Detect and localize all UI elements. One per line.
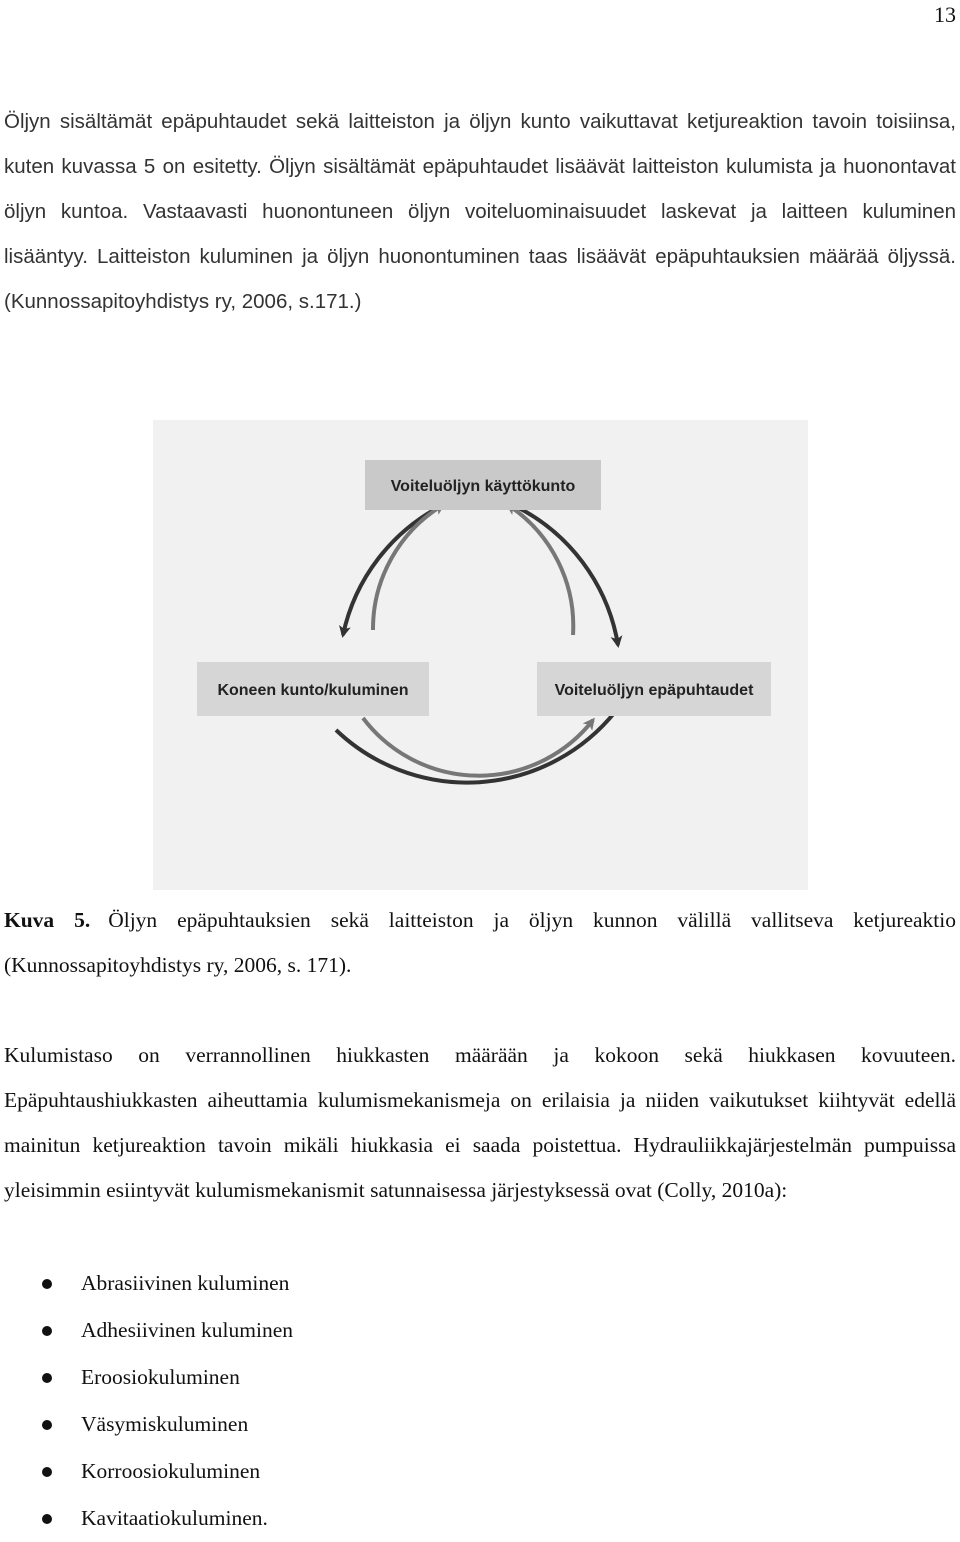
list-item: Eroosiokuluminen: [0, 1354, 293, 1401]
intro-paragraph: Öljyn sisältämät epäpuhtaudet sekä laitteiston ja öljyn kunto vaikuttavat ketjureaktion tavoin toisiinsa, kuten kuvassa 5 on esitetty. Öljyn sisältämät epäpuhtaudet lisäävät laitteiston kulumista ja huonontavat öljyn kuntoa. Vastaavasti huonontuneen öljyn voiteluominaisuudet laskevat ja laitteen kuluminen lisääntyy. Laitteiston kuluminen ja öljyn huonontuminen taas lisäävät epäpuhtauksien määrää öljyssä. (Kunnossapitoyhdistys ry, 2006, s.171.): [4, 110, 956, 313]
list-item: Väsymiskuluminen: [0, 1401, 293, 1448]
box-machine-condition-label: Koneen kunto/kuluminen: [217, 682, 409, 699]
bullet-icon: [42, 1514, 52, 1524]
list-item: Korroosiokuluminen: [0, 1448, 293, 1495]
wear-paragraph: Kulumistaso on verrannollinen hiukkasten määrään ja kokoon sekä hiukkasen kovuuteen. Epäpuhtaushiukkasten aiheuttamia kulumismekanismeja on erilaisia ja niiden vaikutukset kiihtyvät edellä mainitun ketjureaktion tavoin mikäli hiukkasia ei saada poistettua. Hydrauliikkajärjestelmän pumpuissa yleisimmin esiintyvät kulumismekanismit satunnaisessa järjestyksessä ovat (Colly, 2010a):: [4, 1043, 956, 1202]
list-item: Abrasiivinen kuluminen: [0, 1260, 293, 1307]
bullet-icon: [42, 1420, 52, 1430]
bullet-icon: [42, 1373, 52, 1383]
figure-caption: [4, 898, 956, 988]
bullet-icon: [42, 1279, 52, 1289]
wear-mechanism-list: [0, 1260, 293, 1542]
cycle-diagram: [153, 420, 808, 890]
box-oil-contaminants-label: Voiteluöljyn epäpuhtaudet: [554, 682, 754, 699]
bullet-icon: [42, 1467, 52, 1477]
list-item: Kavitaatiokuluminen.: [0, 1495, 293, 1542]
caption-label: Kuva 5.: [4, 908, 91, 932]
caption-text: Öljyn epäpuhtauksien sekä laitteiston ja öljyn kunnon välillä vallitseva ketjureaktio (Kunnossapitoyhdistys ry, 2006, s. 171).: [4, 908, 956, 977]
list-item: Adhesiivinen kuluminen: [0, 1307, 293, 1354]
box-oil-condition-label: Voiteluöljyn käyttökunto: [390, 478, 576, 495]
chain-reaction-figure: [153, 420, 808, 890]
bullet-icon: [42, 1326, 52, 1336]
page-number: 13: [934, 2, 956, 27]
